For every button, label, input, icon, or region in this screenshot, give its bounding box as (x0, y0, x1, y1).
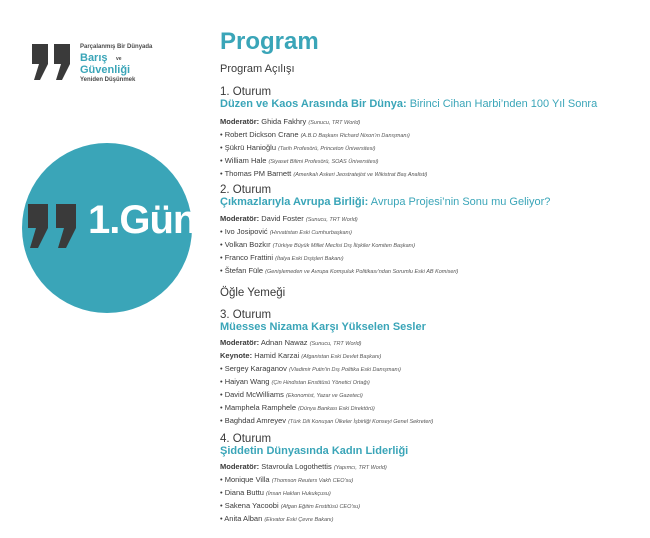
session-1-speaker: • Thomas PM Barnett (Amerikalı Askeri Jeostratejist ve Wikistrat Baş Analisti) (220, 169, 428, 178)
session-3-speaker: • Baghdad Amreyev (Türk Dili Konuşan Ülkeler İşbirliği Konseyi Genel Sekreteri) (220, 416, 434, 425)
session-1-speaker: • Robert Dickson Crane (A.B.D Başkanı Richard Nixon'ın Danışmanı) (220, 130, 410, 139)
session-4-speaker: • Sakena Yacoobi (Afgan Eğitim Enstitüsü CEO'su) (220, 501, 361, 510)
quote-marks-icon (26, 202, 84, 250)
session-4-title: Şiddetin Dünyasında Kadın Liderliği (220, 445, 409, 457)
session-3-moderator: Moderatör: Adnan Nawaz (Sunucu, TRT World) (220, 338, 362, 347)
session-1-moderator: Moderatör: Ghida Fakhry (Sunucu, TRT World) (220, 117, 361, 126)
session-4-speaker: • Anita Alban (Ekvator Eski Çevre Bakanı) (220, 514, 334, 523)
brand-line-3: Güvenliği (80, 64, 131, 76)
session-2-speaker: • Štefan Füle (Genişlemeden ve Avrupa Komşuluk Politikası'ndan Sorumlu Eski AB Komiseri) (220, 266, 459, 275)
page-title: Program (220, 28, 319, 55)
session-1-title: Düzen ve Kaos Arasında Bir Dünya: Birinci Cihan Harbi’nden 100 Yıl Sonra (220, 98, 598, 110)
session-3-speaker: • Sergey Karaganov (Vladimir Putin'in Dış Politika Eski Danışmanı) (220, 364, 401, 373)
brand-line-4: Yeniden Düşünmek (80, 77, 136, 83)
session-3-title: Müesses Nizama Karşı Yükselen Sesler (220, 321, 426, 333)
session-2-moderator: Moderatör: David Foster (Sunucu, TRT World) (220, 214, 358, 223)
session-3-speaker: • Mamphela Ramphele (Dünya Bankası Eski Direktörü) (220, 403, 375, 412)
program-opening: Program Açılışı (220, 63, 295, 75)
session-4-speaker: • Monique Villa (Thomson Reuters Vakfı CEO'su) (220, 475, 354, 484)
quote-marks-icon (30, 42, 76, 82)
session-2-title: Çıkmazlarıyla Avrupa Birliği: Avrupa Projesi’nin Sonu mu Geliyor? (220, 196, 551, 208)
session-2-speaker: • Volkan Bozkır (Türkiye Büyük Millet Meclisi Dış İlişkiler Komiten Başkanı) (220, 240, 416, 249)
session-1-number: 1. Oturum (220, 86, 272, 98)
session-4-number: 4. Oturum (220, 433, 272, 445)
session-3-speaker: • Haiyan Wang (Çin Hindistan Enstitüsü Yönetici Ortağı) (220, 377, 370, 386)
session-3-speaker: • David McWilliams (Ekonomist, Yazar ve Gazeteci) (220, 390, 363, 399)
session-1-speaker: • William Hale (Siyaset Bilimi Profesörü, SOAS Üniversitesi) (220, 156, 379, 165)
session-4-speaker: • Diana Buttu (İnsan Hakları Hukukçusu) (220, 488, 331, 497)
session-2-speaker: • Ivo Josipović (Hırvatistan Eski Cumhurbaşkanı) (220, 227, 352, 236)
brand-ve: ve (116, 56, 122, 62)
session-1-speaker: • Şükrü Hanioğlu (Tarih Profesörü, Princeton Üniversitesi) (220, 143, 376, 152)
day-label: 1.Gün (88, 198, 197, 242)
session-3-keynote: Keynote: Hamid Karzai (Afganistan Eski Devlet Başkanı) (220, 351, 382, 360)
session-2-number: 2. Oturum (220, 184, 272, 196)
brand-line-2: Barış (80, 52, 108, 64)
brand-line-1: Parçalanmış Bir Dünyada (80, 44, 153, 50)
session-2-speaker: • Franco Frattini (İtalya Eski Dışişleri Bakanı) (220, 253, 344, 262)
event-logo (30, 42, 180, 92)
session-3-number: 3. Oturum (220, 309, 272, 321)
session-4-moderator: Moderatör: Stavroula Logothettis (Yapımcı, TRT World) (220, 462, 387, 471)
lunch-break: Öğle Yemeği (220, 287, 286, 299)
